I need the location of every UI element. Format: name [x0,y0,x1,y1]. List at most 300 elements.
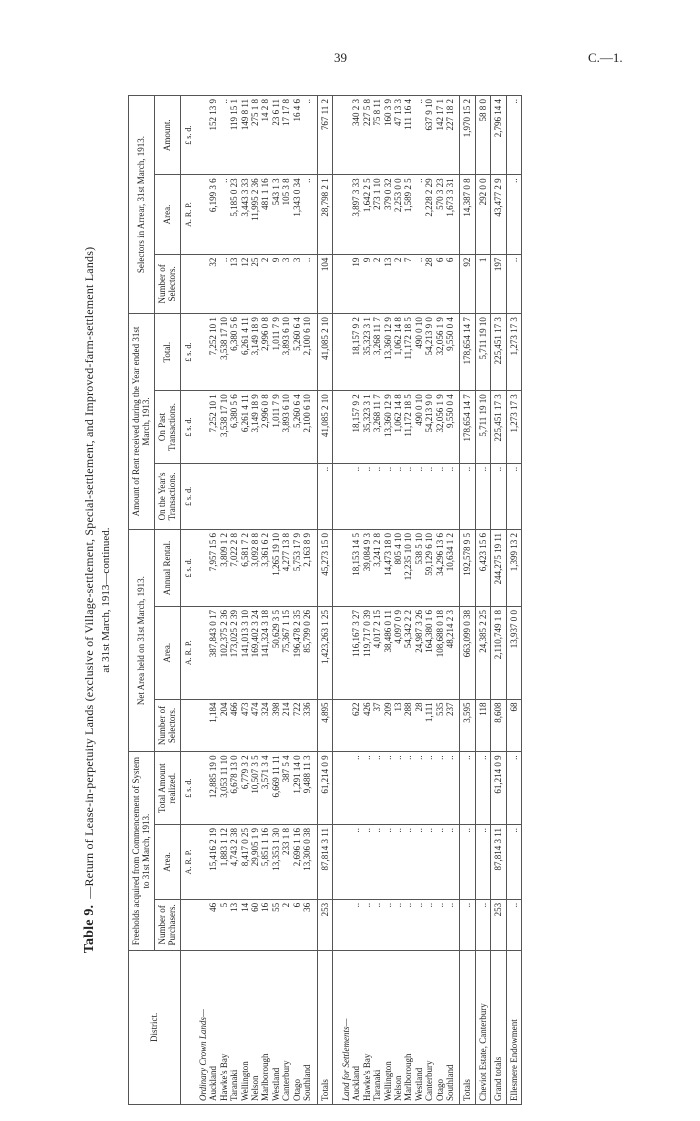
cell-ft: .. [506,752,521,825]
cell-ft: .. [460,752,475,825]
caption-line-1: —Return of Lease-in-perpetuity Lands (exclusive of Village-settlement, Special-settlement, and Improved-farm-settlement Lands) [82,246,96,899]
caption-line-2: at 31st March, 1913—continued. [100,527,112,673]
cell-ns: 28 [414,699,424,752]
cell-am: 75 8 11 [372,96,382,175]
cell-pur: 55 [271,899,281,950]
cell-am: 58 8 0 [475,96,490,175]
cell-rt: 7,252 10 1 [208,314,218,391]
table-caption [82,95,112,1105]
cell-rp: 5,260 6 4 [292,391,302,464]
header-purchasers: Number of Purchasers. [154,899,180,950]
cell-as: 2 [393,254,403,313]
table-row [208,96,218,1105]
cell-ns: 8,608 [491,699,506,752]
cell-na: 164,380 1 6 [424,607,434,700]
page-number: 39 [334,50,347,65]
table-row [260,96,270,1105]
cell-ns: 37 [372,699,382,752]
table-row [281,96,291,1105]
cell-as: .. [219,254,229,313]
cell-as: 3 [281,254,291,313]
cell-rp: 1,011 7 9 [271,391,281,464]
cell-rt: 2,100 6 10 [302,314,312,391]
cell-fa: 4,743 2 38 [229,825,239,900]
cell-pur: 6 [292,899,302,950]
cell-aa: 2,228 2 29 [424,175,434,254]
cell-rt: 5,260 6 4 [292,314,302,391]
cell-am: 1,970 15 2 [460,96,475,175]
cell-rt: 35,323 3 1 [362,314,372,391]
cell-ry [240,463,250,529]
cell-na: 24,987 3 26 [414,607,424,700]
cell-ft: .. [393,752,403,825]
cell-nr: 6,423 15 6 [475,529,490,606]
cell-ns: 398 [271,699,281,752]
cell-na: 169,402 3 24 [250,607,260,700]
cell-ry [281,463,291,529]
cell-district: Wellington [240,950,250,1104]
cell-aa: 5,185 0 23 [229,175,239,254]
cell-rp: 1,062 14 8 [393,391,403,464]
cell-rp: 32,056 1 9 [435,391,445,464]
cell-as: 197 [491,254,506,313]
cell-ry [229,463,239,529]
cell-nr: 538 5 10 [414,529,424,606]
cell-aa: 481 1 16 [260,175,270,254]
cell-pur: .. [351,899,361,950]
cell-ry [271,463,281,529]
cell-district: Taranaki [229,950,239,1104]
cell-pur: 253 [317,899,332,950]
cell-ns: 336 [302,699,312,752]
cell-fa: .. [414,825,424,900]
cell-am: .. [414,96,424,175]
cell-ry: .. [506,463,521,529]
cell-nr: 10,634 1 2 [445,529,455,606]
cell-rp: 13,360 12 9 [383,391,393,464]
header-net-area: Area. [154,607,180,700]
cell-ry: .. [414,463,424,529]
cell-district: Hawke's Bay [219,950,229,1104]
cell-na: 119,717 0 39 [362,607,372,700]
cell-rt: 5,711 19 10 [475,314,490,391]
cell-am: 149 8 11 [240,96,250,175]
cell-na: 116,167 3 27 [351,607,361,700]
table-row [271,96,281,1105]
cell-ry [219,463,229,529]
header-group-net-area: Net Area held on 31st March, 1913. [129,529,155,751]
cell-fa: .. [393,825,403,900]
cell-as: 13 [383,254,393,313]
header-district: District. [129,950,181,1104]
cell-as: 2 [372,254,382,313]
header-selectors: Number of Selectors. [154,699,180,752]
header-past-transactions: On Past Transactions. [154,391,180,464]
lease-return-table [128,95,522,1105]
cell-fa: 1,883 1 12 [219,825,229,900]
cell-ns: 13 [393,699,403,752]
cell-district: Auckland [351,950,361,1104]
cell-am: 119 15 1 [229,96,239,175]
cell-rt: 13,360 12 9 [383,314,393,391]
cell-na: 4,017 2 15 [372,607,382,700]
cell-rt: 6,380 5 6 [229,314,239,391]
cell-rt: 178,654 14 7 [460,314,475,391]
cell-as: 7 [403,254,413,313]
cell-pur: .. [435,899,445,950]
cell-am: 14 2 8 [260,96,270,175]
cell-ry: .. [351,463,361,529]
cell-rp: 54,213 9 0 [424,391,434,464]
cell-ft: 9,488 11 3 [302,752,312,825]
cell-ft: 6,779 3 2 [240,752,250,825]
cell-aa: .. [414,175,424,254]
cell-ry: .. [445,463,455,529]
cell-as: 32 [208,254,218,313]
cell-ft: .. [403,752,413,825]
cell-ft: 61,214 0 9 [491,752,506,825]
cell-ns: 426 [362,699,372,752]
cell-nr: 192,578 9 5 [460,529,475,606]
cell-rp: 35,323 3 1 [362,391,372,464]
cell-district: Southland [302,950,312,1104]
cell-ns: 4,895 [317,699,332,752]
cell-district: Marlborough [403,950,413,1104]
cell-pur: .. [506,899,521,950]
cell-as: .. [302,254,312,313]
cell-ns: 535 [435,699,445,752]
cell-ft: 3,571 3 4 [260,752,270,825]
cell-rp: 6,380 5 6 [229,391,239,464]
cell-aa: 1,673 3 31 [445,175,455,254]
table-row [372,96,382,1105]
table-row [229,96,239,1105]
units-row: A. R. P. £ s. d. A. R. P. £ s. d. £ s. d. £ s. d. £ s. d. A. R. P. £ s. d. [180,96,194,1105]
cell-na: 54,342 2 2 [403,607,413,700]
cell-pur: .. [403,899,413,950]
cell-rp: 2,996 0 8 [260,391,270,464]
cell-ft: .. [424,752,434,825]
cell-nr: 5,753 17 9 [292,529,302,606]
totals-row-settlements [460,96,475,1105]
cell-na: 38,486 0 11 [383,607,393,700]
cell-am: 2,796 14 4 [491,96,506,175]
cell-ry: .. [475,463,490,529]
cell-ns: 209 [383,699,393,752]
cell-na: 387,843 0 17 [208,607,218,700]
cell-na: 50,629 3 5 [271,607,281,700]
rotated-table-frame [82,95,700,1105]
cell-as: 9 [271,254,281,313]
cell-ft: .. [475,752,490,825]
cell-ns: 3,595 [460,699,475,752]
cell-pur: .. [475,899,490,950]
header-rent-total: Total. [154,314,180,391]
cell-aa: .. [302,175,312,254]
cell-ns: 118 [475,699,490,752]
cell-rt: 490 0 10 [414,314,424,391]
cell-ns: 214 [281,699,291,752]
header-year-transactions: On the Year's Transactions. [154,463,180,529]
cell-rp: 178,654 14 7 [460,391,475,464]
cell-ns: 237 [445,699,455,752]
cell-aa: 1,589 2 5 [403,175,413,254]
cell-ry: .. [362,463,372,529]
cell-as: .. [414,254,424,313]
cell-rt: 18,157 9 2 [351,314,361,391]
cell-na: 13,937 0 0 [506,607,521,700]
cell-rp: 3,538 17 10 [219,391,229,464]
table-row [240,96,250,1105]
cell-pur: .. [372,899,382,950]
table-row [383,96,393,1105]
cell-na: 173,025 2 39 [229,607,239,700]
cell-am: 47 13 3 [393,96,403,175]
cell-ns: 324 [260,699,270,752]
cell-fa: .. [506,825,521,900]
cell-ft: .. [351,752,361,825]
cell-aa: 543 1 3 [271,175,281,254]
cell-na: 75,367 1 15 [281,607,291,700]
cell-rp: 490 0 10 [414,391,424,464]
cell-pur: .. [362,899,372,950]
cell-nr: 1,265 19 10 [271,529,281,606]
cell-na: 102,375 2 36 [219,607,229,700]
cell-nr: 805 4 10 [393,529,403,606]
cell-aa: 14,387 0 8 [460,175,475,254]
cell-fa: .. [362,825,372,900]
cell-am: .. [302,96,312,175]
cell-ry [250,463,260,529]
table-row [250,96,260,1105]
cell-district: Auckland [208,950,218,1104]
table-row [292,96,302,1105]
cell-rt: 54,213 9 0 [424,314,434,391]
cell-am: 160 3 9 [383,96,393,175]
cell-ft: 6,669 11 11 [271,752,281,825]
cell-as: 9 [362,254,372,313]
cell-ns: 204 [219,699,229,752]
cell-nr: 3,809 1 2 [219,529,229,606]
cell-fa: 87,814 3 11 [317,825,332,900]
cell-ry: .. [317,463,332,529]
cell-pur: 60 [250,899,260,950]
cell-district: Westland [414,950,424,1104]
cell-na: 4,097 0 9 [393,607,403,700]
cell-ns: 722 [292,699,302,752]
cell-am: 152 13 9 [208,96,218,175]
cell-rt: 6,261 4 11 [240,314,250,391]
cell-rt: 3,538 17 10 [219,314,229,391]
cell-ry: .. [372,463,382,529]
cell-aa: 6,199 3 6 [208,175,218,254]
cell-ry [260,463,270,529]
cell-district: Canterbury [281,950,291,1104]
cell-na: 663,099 0 38 [460,607,475,700]
table-row [414,96,424,1105]
cell-am: 275 1 8 [250,96,260,175]
cell-nr: 244,275 19 11 [491,529,506,606]
cell-aa: 570 3 23 [435,175,445,254]
cell-nr: 12,235 10 10 [403,529,413,606]
cell-district: Otago [292,950,302,1104]
cell-na: 1,423,263 1 25 [317,607,332,700]
cell-as: 19 [351,254,361,313]
cell-fa: .. [383,825,393,900]
cell-district: Wellington [383,950,393,1104]
cell-nr: 3,241 2 8 [372,529,382,606]
cell-ft: 12,885 19 0 [208,752,218,825]
cell-rt: 1,011 7 9 [271,314,281,391]
cell-pur: .. [445,899,455,950]
cell-aa: 273 1 10 [372,175,382,254]
cell-pur: 253 [491,899,506,950]
cell-ft: .. [445,752,455,825]
cell-ft: .. [435,752,445,825]
cell-am: 767 11 2 [317,96,332,175]
totals-row-ordinary [317,96,332,1105]
cell-ns: 288 [403,699,413,752]
cell-am: 17 17 8 [281,96,291,175]
cell-fa: .. [475,825,490,900]
cell-na: 141,013 3 10 [240,607,250,700]
cell-aa: 105 3 8 [281,175,291,254]
table-row [362,96,372,1105]
cell-fa: .. [435,825,445,900]
cell-fa: .. [372,825,382,900]
table-row [445,96,455,1105]
cell-district: Grand totals [491,950,506,1104]
cell-district: Nelson [250,950,260,1104]
cell-aa: 3,443 3 33 [240,175,250,254]
cell-as: 3 [292,254,302,313]
cell-nr: 3,092 8 8 [250,529,260,606]
cell-ns: 622 [351,699,361,752]
cell-pur: .. [414,899,424,950]
cell-nr: 7,957 15 6 [208,529,218,606]
cell-rt: 11,172 18 5 [403,314,413,391]
cell-ns: 474 [250,699,260,752]
cell-as: 12 [240,254,250,313]
parliamentary-paper-code: C.—1. [588,50,623,65]
cell-pur: 16 [260,899,270,950]
cell-rp: 18,157 9 2 [351,391,361,464]
cell-district: Canterbury [424,950,434,1104]
cell-district: Marlborough [260,950,270,1104]
cell-pur: .. [460,899,475,950]
cell-ry [208,463,218,529]
table-row [302,96,312,1105]
cell-as: 104 [317,254,332,313]
cell-am: .. [219,96,229,175]
cell-district: Nelson [393,950,403,1104]
cell-rt: 32,056 1 9 [435,314,445,391]
cell-fa: 87,814 3 11 [491,825,506,900]
cell-na: 2,110,749 1 8 [491,607,506,700]
cell-as: 25 [250,254,260,313]
cell-rt: 2,996 0 8 [260,314,270,391]
cell-nr: 59,129 6 10 [424,529,434,606]
cell-fa: 8,417 0 25 [240,825,250,900]
cell-ry: .. [460,463,475,529]
cell-ft: 1,291 14 0 [292,752,302,825]
cell-ft: 61,214 0 9 [317,752,332,825]
cell-as: 1 [475,254,490,313]
cell-ns: 473 [240,699,250,752]
section-land-for-settlements: Land for Settlements— [337,96,351,1105]
cell-pur: 2 [281,899,291,950]
cell-fa: 15,416 2 19 [208,825,218,900]
cell-as: 6 [435,254,445,313]
cell-as: .. [506,254,521,313]
cell-rp: 3,149 18 9 [250,391,260,464]
cell-ns: 1,111 [424,699,434,752]
cell-nr: 7,022 2 8 [229,529,239,606]
cell-fa: 13,353 1 30 [271,825,281,900]
header-arrear-area: Area. [154,175,180,254]
cell-ry: .. [491,463,506,529]
cell-aa: 43,477 2 9 [491,175,506,254]
cell-rt: 3,268 11 7 [372,314,382,391]
header-total-realized: Total Amount realized. [154,752,180,825]
cheviot-estate-row [475,96,490,1105]
cell-aa: 28,798 2 1 [317,175,332,254]
cell-ft: 3,053 11 10 [219,752,229,825]
cell-rp: 3,893 6 10 [281,391,291,464]
cell-fa: .. [460,825,475,900]
cell-pur: 13 [229,899,239,950]
cell-na: 141,324 3 18 [260,607,270,700]
cell-district: Totals [317,950,332,1104]
cell-district: Totals [460,950,475,1104]
cell-rp: 6,261 4 11 [240,391,250,464]
cell-am: 142 17 1 [435,96,445,175]
cell-district: Cheviot Estate, Canterbury [475,950,490,1104]
cell-aa: 1,642 2 5 [362,175,372,254]
cell-rp: 5,711 19 10 [475,391,490,464]
cell-aa: 379 0 32 [383,175,393,254]
cell-rp: 7,252 10 1 [208,391,218,464]
cell-rt: 1,273 17 3 [506,314,521,391]
cell-rt: 41,085 2 10 [317,314,332,391]
cell-na: 85,799 0 26 [302,607,312,700]
grand-totals-row [491,96,506,1105]
cell-ft: 6,678 13 0 [229,752,239,825]
cell-na: 196,478 2 35 [292,607,302,700]
cell-am: 340 2 3 [351,96,361,175]
cell-ft: .. [414,752,424,825]
cell-district: Southland [445,950,455,1104]
cell-fa: .. [403,825,413,900]
header-group-arrear: Selectors in Arrear, 31st March, 1913. [129,96,155,314]
table-label: Table 9. [82,904,97,954]
cell-aa: 1,343 0 34 [292,175,302,254]
cell-nr: 6,581 7 2 [240,529,250,606]
section-ordinary-crown-lands: Ordinary Crown Lands— [194,96,208,1105]
cell-rp: 3,268 11 7 [372,391,382,464]
cell-as: 6 [445,254,455,313]
cell-fa: 2,696 1 16 [292,825,302,900]
cell-aa: 292 0 0 [475,175,490,254]
cell-rp: 2,100 6 10 [302,391,312,464]
cell-nr: 1,399 13 2 [506,529,521,606]
cell-am: .. [506,96,521,175]
cell-ft: 387 5 4 [281,752,291,825]
cell-aa: .. [219,175,229,254]
cell-am: 227 5 8 [362,96,372,175]
cell-fa: 13,306 0 38 [302,825,312,900]
cell-nr: 3,361 6 2 [260,529,270,606]
